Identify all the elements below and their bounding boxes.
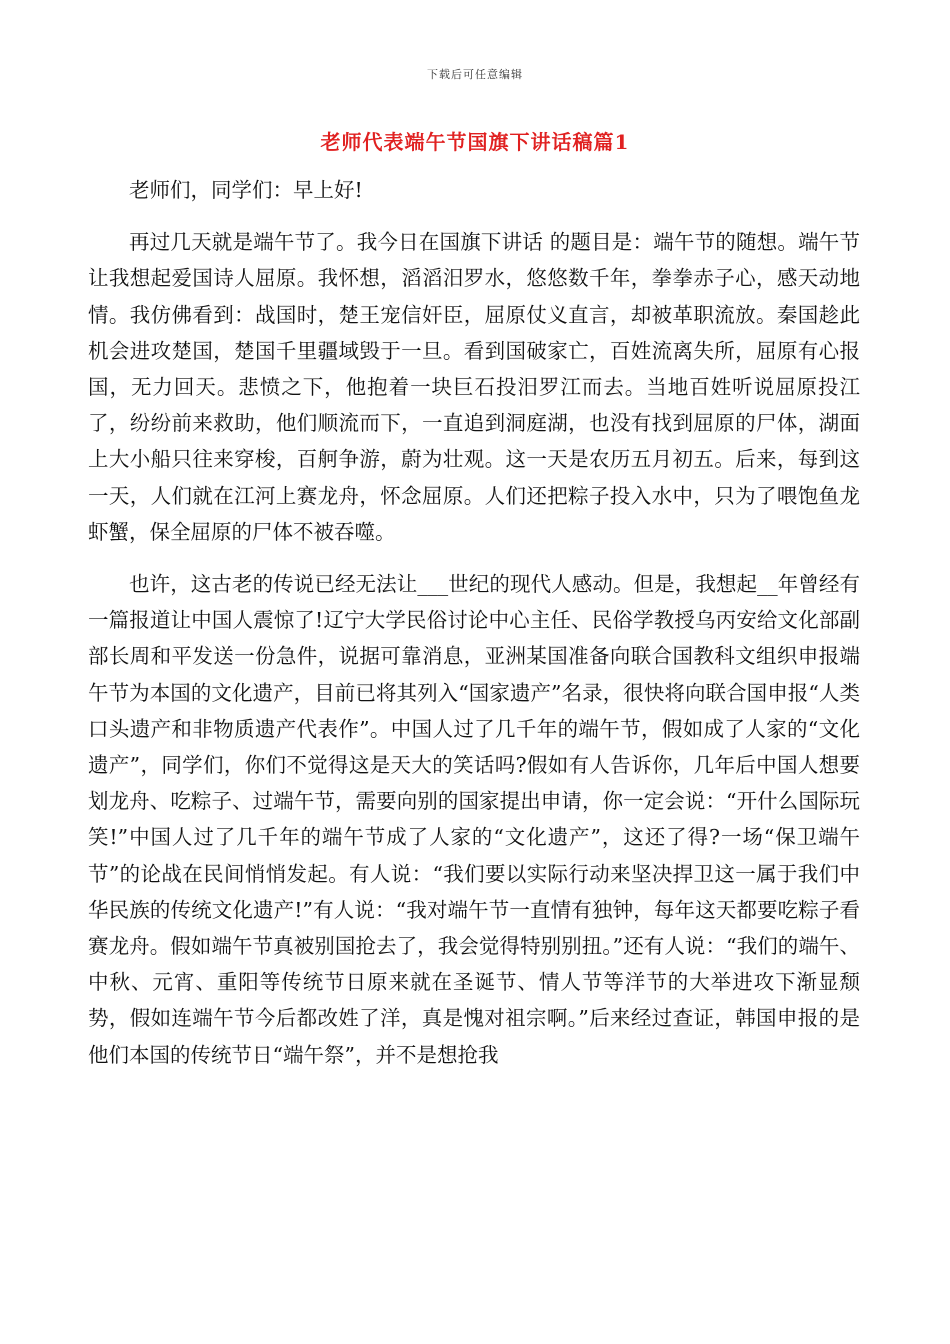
document-title: 老师代表端午节国旗下讲话稿篇1 [320, 130, 630, 154]
body-paragraph-2: 也许，这古老的传说已经无法让___世纪的现代人感动。但是，我想起__年曾经有一篇报道让中国人震惊了!辽宁大学民俗讨论中心主任、民俗学教授乌丙安给文化部副部长周和平发送一份急件，说据可靠消息，亚洲某国准备向联合国教科文组织申报端午节为本国的文化遗产，目前已将其列入“国家遗产”名录，很快将向联合国申报“人类口头遗产和非物质遗产代表作”。中国人过了几千年的端午节，假如成了人家的“文化遗产”，同学们，你们不觉得这是天大的笑话吗?假如有人告诉你，几年后中国人想要划龙舟、吃粽子、过端午节，需要向别的国家提出申请，你一定会说：“开什么国际玩笑!”中国人过了几千年的端午节成了人家的“文化遗产”，这还了得?一场“保卫端午节”的论战在民间悄悄发起。有人说：“我们要以实际行动来坚决捍卫这一属于我们中华民族的传统文化遗产!”有人说：“我对端午节一直情有独钟，每年这天都要吃粽子看赛龙舟。假如端午节真被别国抢去了，我会觉得特别别扭。”还有人说：“我们的端午、中秋、元宵、重阳等传统节日原来就在圣诞节、情人节等洋节的大举进攻下渐显颓势，假如连端午节今后都改姓了洋，真是愧对祖宗啊。”后来经过查证，韩国申报的是他们本国的传统节日“端午祭”，并不是想抢我 [88, 572, 860, 1067]
document-body [88, 172, 860, 1073]
greeting-paragraph: 老师们，同学们：早上好! [129, 178, 363, 202]
header-note: 下载后可任意编辑 [427, 68, 523, 81]
body-paragraph-1: 再过几天就是端午节了。我今日在国旗下讲话 的题目是：端午节的随想。端午节让我想起爱国诗人屈原。我怀想，滔滔汨罗水，悠悠数千年，拳拳赤子心，感天动地情。我仿佛看到：战国时，楚王宠信奸臣，屈原仗义直言，却被革职流放。秦国趁此机会进攻楚国，楚国千里疆域毁于一旦。看到国破家亡，百姓流离失所，屈原有心报国，无力回天。悲愤之下，他抱着一块巨石投汨罗江而去。当地百姓听说屈原投江了，纷纷前来救助，他们顺流而下，一直追到洞庭湖，也没有找到屈原的尸体，湖面上大小船只往来穿梭，百舸争游，蔚为壮观。这一天是农历五月初五。后来，每到这一天，人们就在江河上赛龙舟，怀念屈原。人们还把粽子投入水中，只为了喂饱鱼龙虾蟹，保全屈原的尸体不被吞噬。 [88, 230, 860, 544]
